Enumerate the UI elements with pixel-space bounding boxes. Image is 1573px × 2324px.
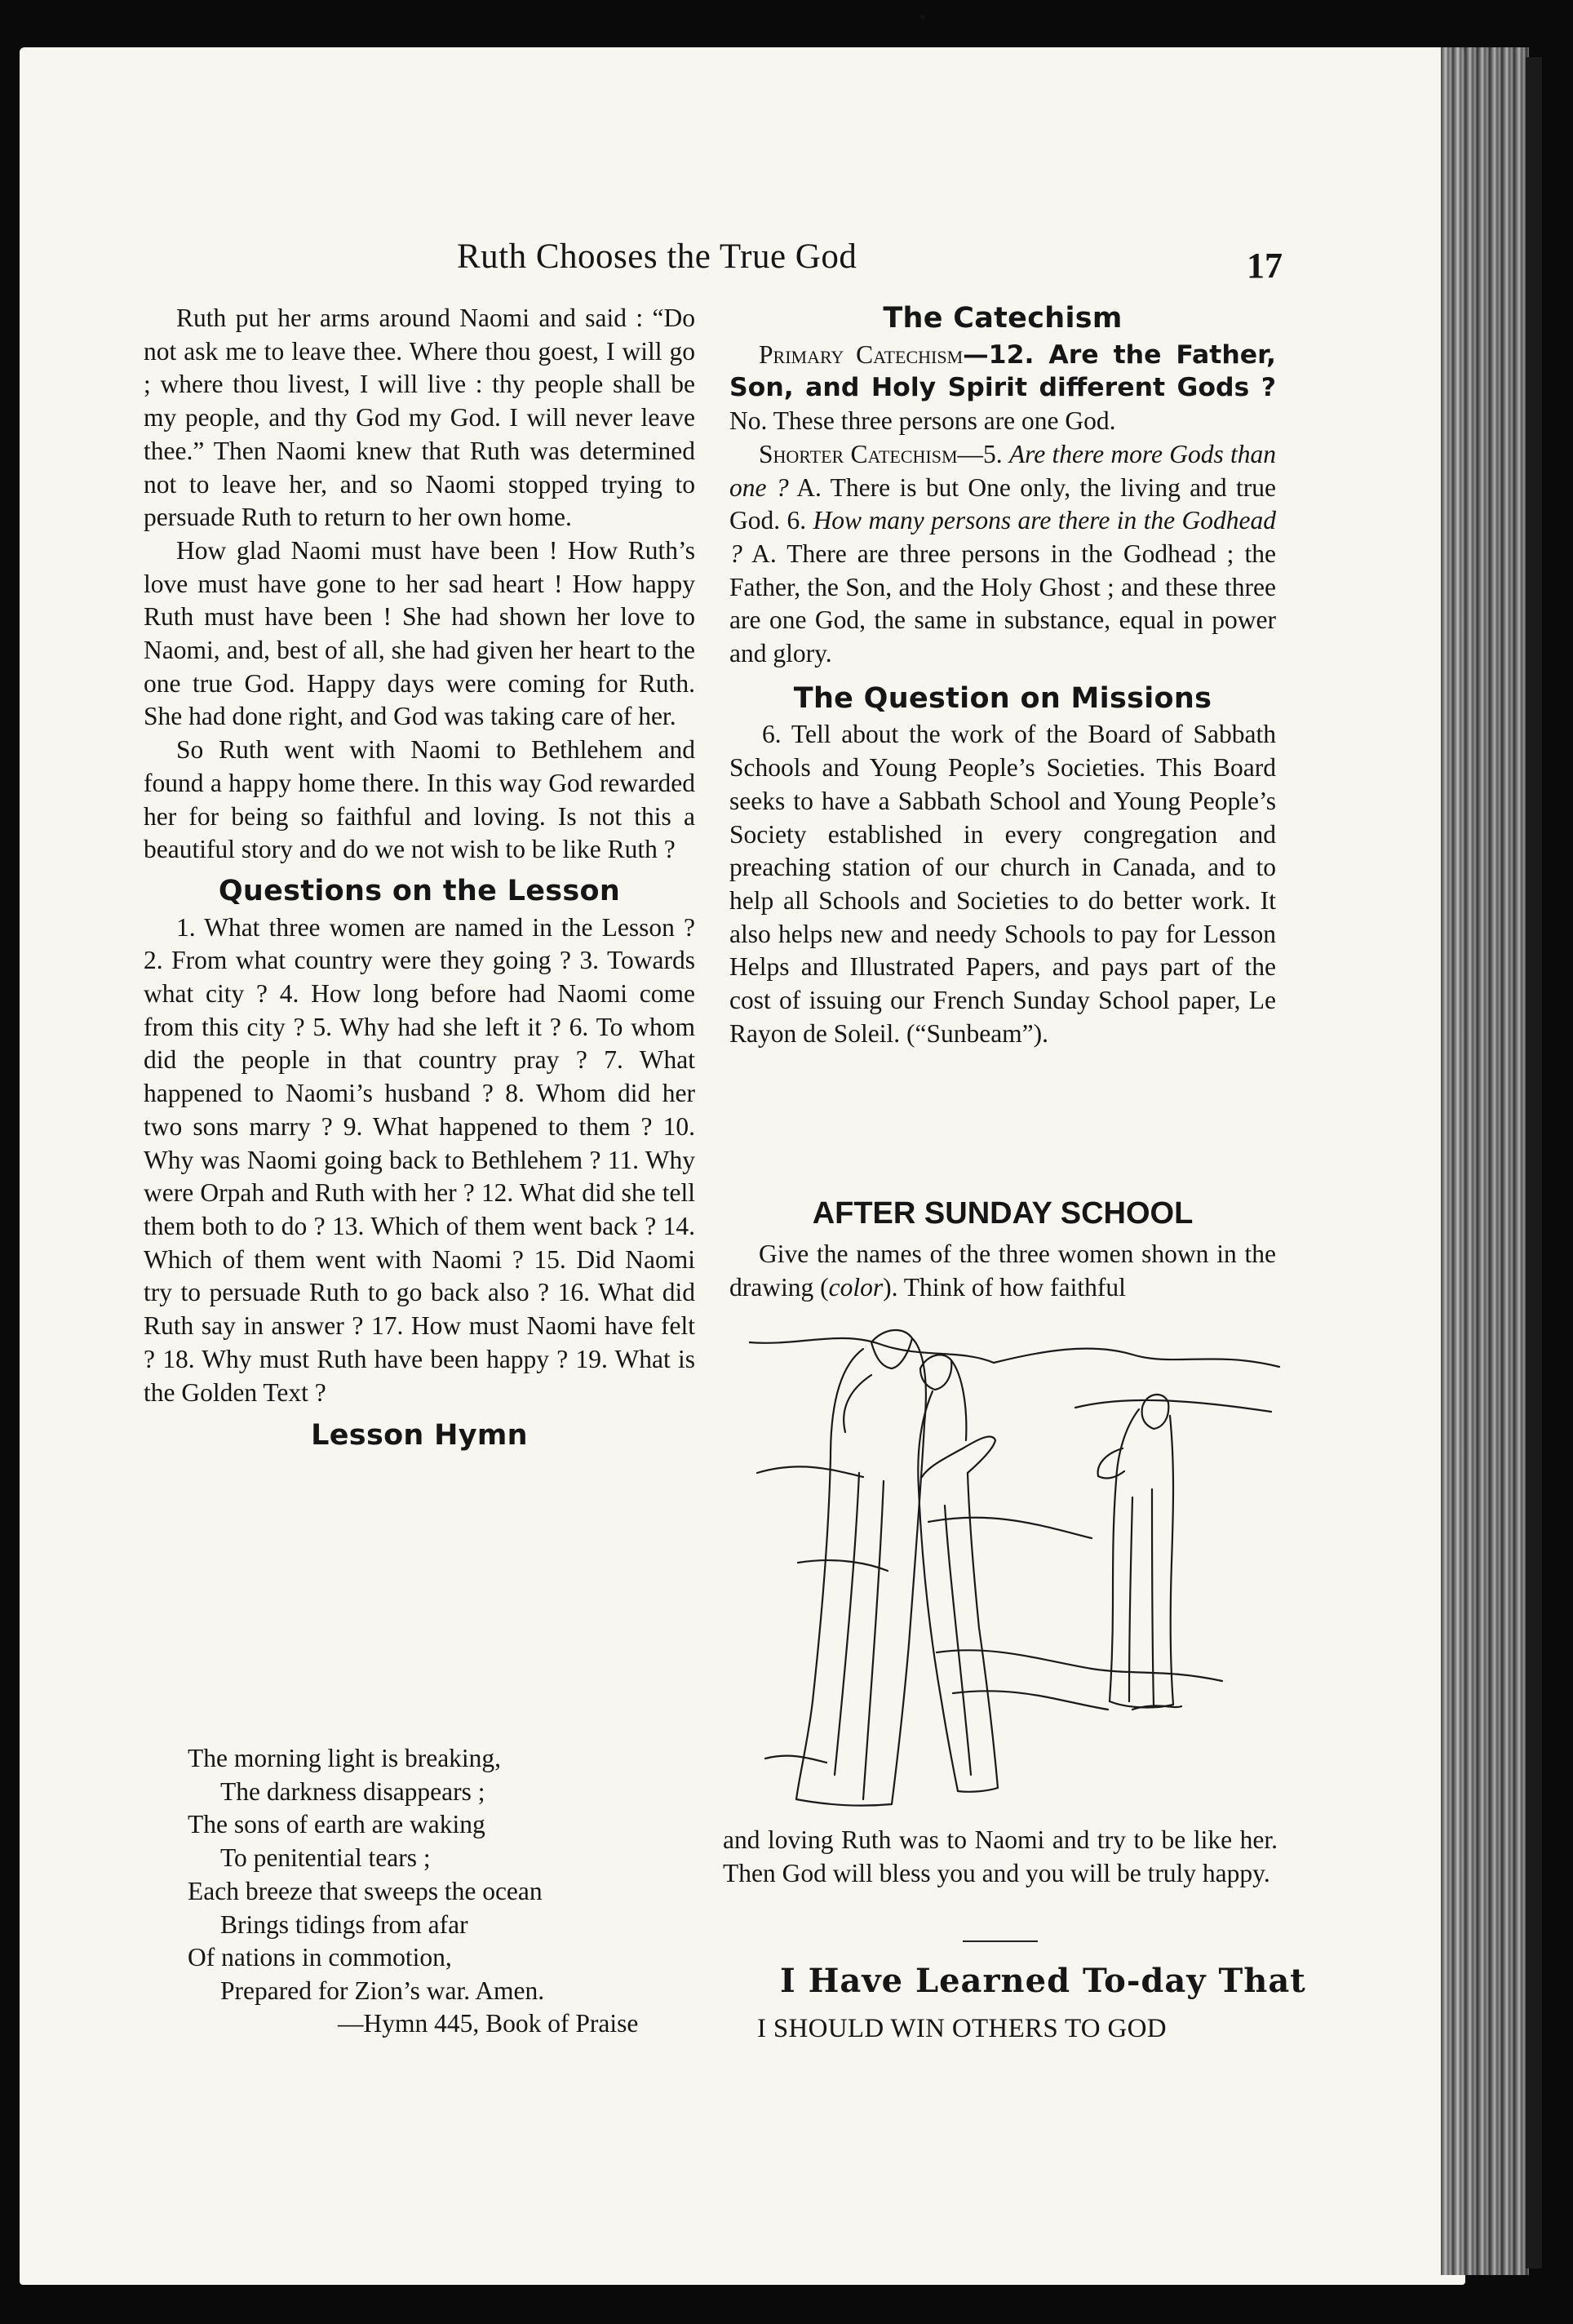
catechism-heading: The Catechism [883, 302, 1123, 335]
primary-question: —12. Are the Father, Son, and Holy Spirit different Gods ? [729, 339, 1276, 403]
orpah-robe [1110, 1409, 1173, 1707]
hymn [188, 1742, 710, 2008]
primary-catechism [729, 339, 1276, 438]
ruth-hair [951, 1360, 966, 1440]
hymn-line: Prepared for Zion’s war. Amen. [220, 1976, 545, 2005]
ruth-arm [922, 1436, 995, 1477]
after-text-start: Give the names of the three women shown in the drawing ( [729, 1240, 1276, 1302]
shorter-a5: A. There is but One only, the living and true God. [729, 472, 1276, 535]
robe-fold [945, 1506, 971, 1775]
hymn-line: The darkness disappears ; [220, 1776, 485, 1806]
hymn-line: The morning light is breaking, [188, 1744, 502, 1772]
questions-text: 1. What three women are named in the Lesson ? 2. From what country were they going ? 3. Towards what city ? 4. How long before had Naomi come from this city ? 5. Why had she left it ? 6. To whom did the people in that country pray ? 7. What happened to Naomi’s husband ? 8. Whom did her two sons marry ? 9. What happened to them ? 10. Why was Naomi going back to Bethlehem ? 11. Why were Orpah and Ruth with her ? 12. What did she tell them both to do ? 13. Which of them went back ? 14. Which of them went with Naomi ? 15. Did Naomi try to persuade Ruth to go back also ? 16. What did Ruth say in answer ? 17. How must Naomi have felt ? 18. Why must Ruth have been happy ? 19. What is the Golden Text ? [144, 912, 695, 1407]
ground-line [757, 1466, 863, 1477]
robe-fold [1152, 1489, 1154, 1705]
ground-line [928, 1518, 1092, 1538]
naomi-head [871, 1330, 912, 1368]
after-sunday-school [729, 1196, 1276, 1304]
divider [963, 1940, 1038, 1942]
hymn-line: Of nations in commotion, [188, 1943, 452, 1972]
after-sunday-school-heading: AFTER SUNDAY SCHOOL [812, 1196, 1194, 1231]
missions-text: 6. Tell about the work of the Board of Sabbath Schools and Young People’s Societies. This Board seeks to have a Sabbath School and Young People’s Society established in every congregation and preaching station of our church in Canada, and to help all Schools and Societies to do better work. It also helps new and needy Schools to pay for Lesson Helps and Illustrated Papers, and pays part of the cost of issuing our French Sunday School paper, Le Rayon de Soleil. (“Sunbeam”). [729, 720, 1276, 1048]
naomi-robe-back [909, 1338, 926, 1644]
hymn-line: Brings tidings from afar [220, 1909, 468, 1939]
questions-heading: Questions on the Lesson [218, 874, 621, 907]
shorter-q5: Are there more Gods than one ? [729, 439, 1277, 502]
shorter-q6: How many persons are there in the Godhead ? [729, 506, 1276, 568]
primary-catechism-label: Primary Catechism [759, 339, 964, 369]
story-paragraph-1: Ruth put her arms around Naomi and said : “Do not ask me to leave thee. Where thou goest, I will go ; where thou livest, I will live : thy people shall be my people, and thy God my God. I will never leave thee.” Then Naomi knew that Ruth was determined not to leave her, and so Naomi stopped trying to persuade Ruth to return to her own home. [144, 304, 695, 532]
primary-answer: No. These three persons are one God. [729, 406, 1116, 436]
shorter-catechism [729, 438, 1276, 671]
robe-fold [1129, 1497, 1132, 1701]
ruth-naomi-orpah-illustration [749, 1318, 1287, 1816]
shorter-q5-number: —5. [957, 439, 1003, 468]
dust-speck [920, 15, 925, 20]
learned-today-heading: I Have Learned To-day That [780, 1962, 1306, 2000]
story-paragraph-2: How glad Naomi must have been ! How Ruth’s love must have gone to her sad heart ! How happy Ruth must have been ! She had shown her love to Naomi, and, best of all, she had given her heart to the one true God. Happy days were coming for Ruth. She had done right, and God was taking care of her. [144, 535, 695, 731]
naomi-arm [844, 1375, 871, 1432]
shorter-q6-number: 6. [786, 506, 807, 535]
robe-fold [835, 1473, 859, 1775]
book-page-edges [1441, 47, 1529, 2275]
after-text-color: color [828, 1272, 884, 1302]
shorter-catechism-label: Shorter Catechism [759, 439, 958, 468]
hymn-line: To penitential tears ; [220, 1843, 431, 1873]
right-column [729, 302, 1276, 1050]
missions-heading: The Question on Missions [793, 681, 1212, 715]
running-title: Ruth Chooses the True God [457, 237, 857, 276]
hill-line [1075, 1400, 1271, 1412]
hymn-attribution: —Hymn 445, Book of Praise [338, 2009, 639, 2038]
ground-line [937, 1650, 1222, 1681]
ground-line [765, 1756, 826, 1763]
shorter-a6: A. There are three persons in the Godhead ; the Father, the Son, and the Holy Ghost ; and these three are one God, the same in substance, equal in power and glory. [729, 539, 1276, 668]
story-paragraph-3: So Ruth went with Naomi to Bethlehem and found a happy home there. In this way God rewarded her for being so faithful and loving. Is not this a beautiful story and do we not wish to be like Ruth ? [144, 735, 695, 864]
learned-today-text: I SHOULD WIN OTHERS TO GOD [757, 2014, 1167, 2043]
robe-fold [863, 1481, 884, 1799]
hymn-line: The sons of earth are waking [188, 1810, 485, 1839]
hymn-line: Each breeze that sweeps the ocean [188, 1876, 543, 1905]
left-column [144, 302, 695, 1456]
after-text-end: ). Think of how faithful [883, 1272, 1126, 1302]
after-sunday-school-text-continued: and loving Ruth was to Naomi and try to be like her. Then God will bless you and you will be truly happy. [723, 1825, 1278, 1887]
ground-line [798, 1560, 888, 1571]
page-number: 17 [1247, 246, 1283, 286]
ground-line [953, 1691, 1108, 1710]
hill-line [994, 1349, 1279, 1367]
hymn-heading: Lesson Hymn [311, 1419, 528, 1452]
book-edge-shadow [1526, 57, 1542, 2269]
after-sunday-school-text [729, 1238, 1276, 1304]
